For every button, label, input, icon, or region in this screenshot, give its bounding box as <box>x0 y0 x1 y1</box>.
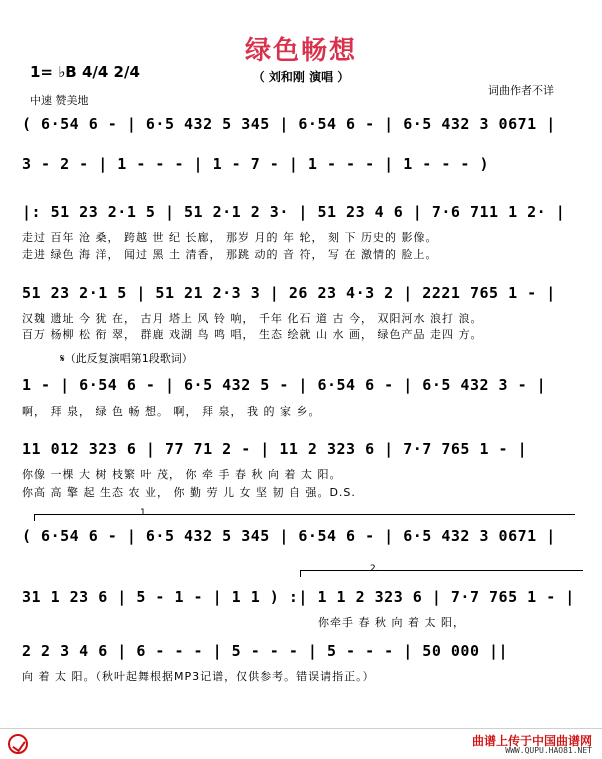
singer-credit: （ 刘和刚 演唱 ） <box>252 70 350 84</box>
score-row-6: 11 012 323 6 | 77 71 2 - | 11 2 323 6 | 7·7 765 1 - | <box>22 440 528 458</box>
score-row-3: |: 51 23 2·1 5 | 51 2·1 2 3· | 51 23 4 6 | 7·6 711 1 2· | <box>22 203 566 221</box>
volta-bracket-2 <box>300 570 583 577</box>
footer-url[interactable]: WWW.QUPU.HAO81.NET <box>505 746 592 755</box>
footer-text: 曲谱上传于中国曲谱网 <box>471 734 592 748</box>
tempo-marking: 中速 赞美地 <box>30 94 89 107</box>
score-row-5: 1 - | 6·54 6 - | 6·5 432 5 - | 6·54 6 - | 6·5 432 3 - | <box>22 376 547 394</box>
lyric-row-4-verse-2: 百万 杨柳 松 衔 翠， 群鹿 戏湖 鸟 鸣 唱， 生态 绘就 山 水 画， 绿色产品 走四 方。 <box>22 328 483 341</box>
lyric-row-6-verse-1: 你像 一棵 大 树 枝繁 叶 茂， 你 牵 手 春 秋 向 着 太 阳。 <box>22 468 342 481</box>
lyric-row-3-verse-1: 走过 百年 沧 桑， 跨越 世 纪 长廊， 那岁 月的 年 轮， 刻 下 历史的 影像。 <box>22 231 438 244</box>
volta-number-1: 1. <box>140 508 149 518</box>
score-row-7: ( 6·54 6 - | 6·5 432 5 345 | 6·54 6 - | 6·5 432 3 0671 | <box>22 527 556 545</box>
site-footer <box>0 728 602 759</box>
lyric-row-6-verse-2: 你高 高 擎 起 生态 农 业， 你 勤 劳 儿 女 坚 韧 自 强。D.S. <box>22 486 356 499</box>
volta-bracket-1 <box>34 514 575 521</box>
lyric-row-8: 你牵手 春 秋 向 着 太 阳， <box>318 616 465 629</box>
key-signature: 1= ♭B 4/4 2/4 <box>30 63 140 81</box>
lyric-row-4-verse-1: 汉魏 遗址 今 犹 在， 古月 塔上 风 铃 响， 千年 化石 道 古 今， 双阳河水 浪打 浪。 <box>22 312 483 325</box>
lyric-row-5: 啊， 拜 泉， 绿 色 畅 想。 啊， 拜 泉， 我 的 家 乡。 <box>22 405 321 418</box>
segno-note: 𝄋（此反复演唱第1段歌词） <box>60 352 193 365</box>
page-title: 绿色畅想 <box>244 36 357 66</box>
score-row-9: 2 2 3 4 6 | 6 - - - | 5 - - - | 5 - - - | 50 000 || <box>22 642 509 660</box>
composer-credit: 词曲作者不详 <box>488 84 554 97</box>
score-row-1: ( 6·54 6 - | 6·5 432 5 345 | 6·54 6 - | 6·5 432 3 0671 | <box>22 115 556 133</box>
lyric-row-9: 向 着 太 阳。（秋叶起舞根据MP3记谱，仅供参考。错误请指正。） <box>22 670 375 683</box>
score-row-2: 3 - 2 - | 1 - - - | 1 - 7 - | 1 - - - | 1 - - - ) <box>22 155 490 173</box>
site-logo-icon <box>8 734 28 754</box>
volta-number-2: 2. <box>370 564 379 574</box>
score-row-8: 31 1 23 6 | 5 - 1 - | 1 1 ) :| 1 1 2 323 6 | 7·7 765 1 - | <box>22 588 575 606</box>
lyric-row-3-verse-2: 走进 绿色 海 洋， 闻过 黑 土 清香， 那跳 动的 音 符， 写 在 激情的 脸上。 <box>22 248 438 261</box>
score-row-4: 51 23 2·1 5 | 51 21 2·3 3 | 26 23 4·3 2 | 2221 765 1 - | <box>22 284 556 302</box>
